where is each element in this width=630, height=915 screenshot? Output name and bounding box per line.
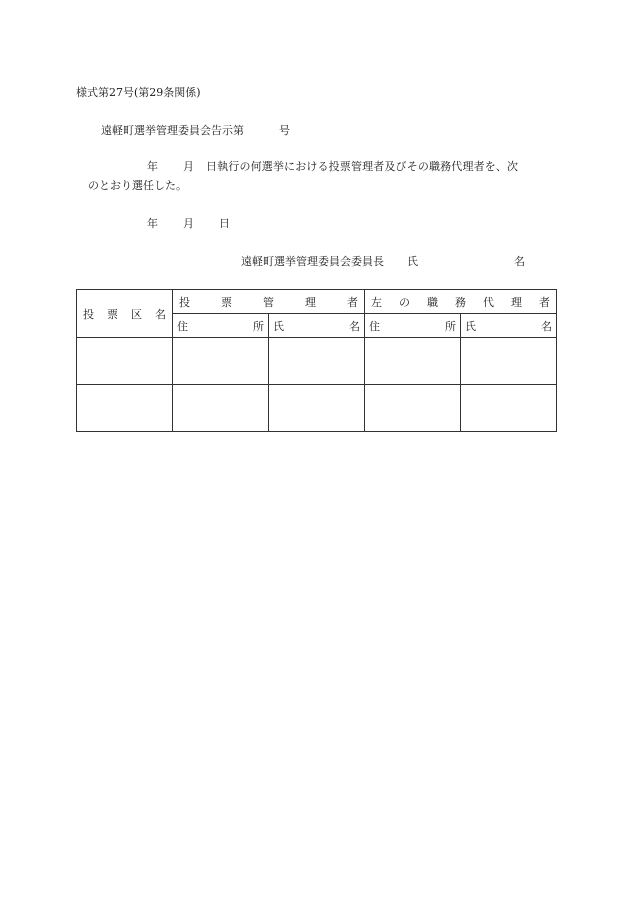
- deputy-header-char: の: [399, 295, 410, 309]
- name-label-char: 氏: [273, 319, 284, 333]
- appointment-table: [76, 289, 557, 432]
- deputy-header-char: 代: [483, 295, 494, 309]
- table-cell[interactable]: [365, 338, 461, 385]
- form-number: 様式第27号(第29条関係): [76, 86, 201, 99]
- manager-address-header: [173, 314, 269, 338]
- body-year: 年: [147, 160, 158, 173]
- signature-name-label-2: 名: [514, 255, 525, 268]
- date-month: 月: [183, 217, 194, 230]
- table-cell[interactable]: [461, 338, 557, 385]
- deputy-header-char: 職: [427, 295, 438, 309]
- deputy-header-char: 左: [371, 295, 382, 309]
- table-cell[interactable]: [269, 385, 365, 432]
- district-header-char: 投: [83, 307, 94, 321]
- manager-header-char: 票: [221, 295, 232, 309]
- district-header-char: 票: [107, 307, 118, 321]
- name-label-char: 名: [349, 319, 360, 333]
- address-label-char: 所: [445, 319, 456, 333]
- body-month: 月: [183, 160, 194, 173]
- district-header-char: 区: [131, 307, 142, 321]
- district-header-cell: [77, 290, 173, 338]
- body-line1: 日執行の何選挙における投票管理者及びその職務代理者を、次: [206, 160, 519, 173]
- table-row: [77, 338, 557, 385]
- table-cell[interactable]: [77, 338, 173, 385]
- manager-header-cell: [173, 290, 365, 314]
- district-header-char: 名: [155, 307, 166, 321]
- body-line2: のとおり選任した。: [88, 179, 187, 192]
- name-label-char: 氏: [465, 319, 476, 333]
- notice-heading-prefix: 遠軽町選挙管理委員会告示第: [101, 124, 244, 137]
- signature-name-label-1: 氏: [407, 255, 418, 268]
- manager-name-header: [269, 314, 365, 338]
- deputy-name-header: [461, 314, 557, 338]
- date-year: 年: [147, 217, 158, 230]
- table-cell[interactable]: [77, 385, 173, 432]
- manager-header-char: 投: [179, 295, 190, 309]
- table-cell[interactable]: [173, 385, 269, 432]
- table-cell[interactable]: [365, 385, 461, 432]
- deputy-header-cell: [365, 290, 557, 314]
- table-cell[interactable]: [173, 338, 269, 385]
- deputy-address-header: [365, 314, 461, 338]
- address-label-char: 住: [177, 319, 188, 333]
- manager-header-char: 者: [347, 295, 358, 309]
- table-cell[interactable]: [269, 338, 365, 385]
- deputy-header-char: 理: [511, 295, 522, 309]
- table-row: [77, 385, 557, 432]
- address-label-char: 住: [369, 319, 380, 333]
- name-label-char: 名: [541, 319, 552, 333]
- manager-header-char: 理: [305, 295, 316, 309]
- address-label-char: 所: [253, 319, 264, 333]
- notice-heading-suffix: 号: [279, 124, 290, 137]
- table-cell[interactable]: [461, 385, 557, 432]
- date-day: 日: [219, 217, 230, 230]
- deputy-header-char: 務: [455, 295, 466, 309]
- signature-title: 遠軽町選挙管理委員会委員長: [241, 255, 384, 268]
- deputy-header-char: 者: [539, 295, 550, 309]
- manager-header-char: 管: [263, 295, 274, 309]
